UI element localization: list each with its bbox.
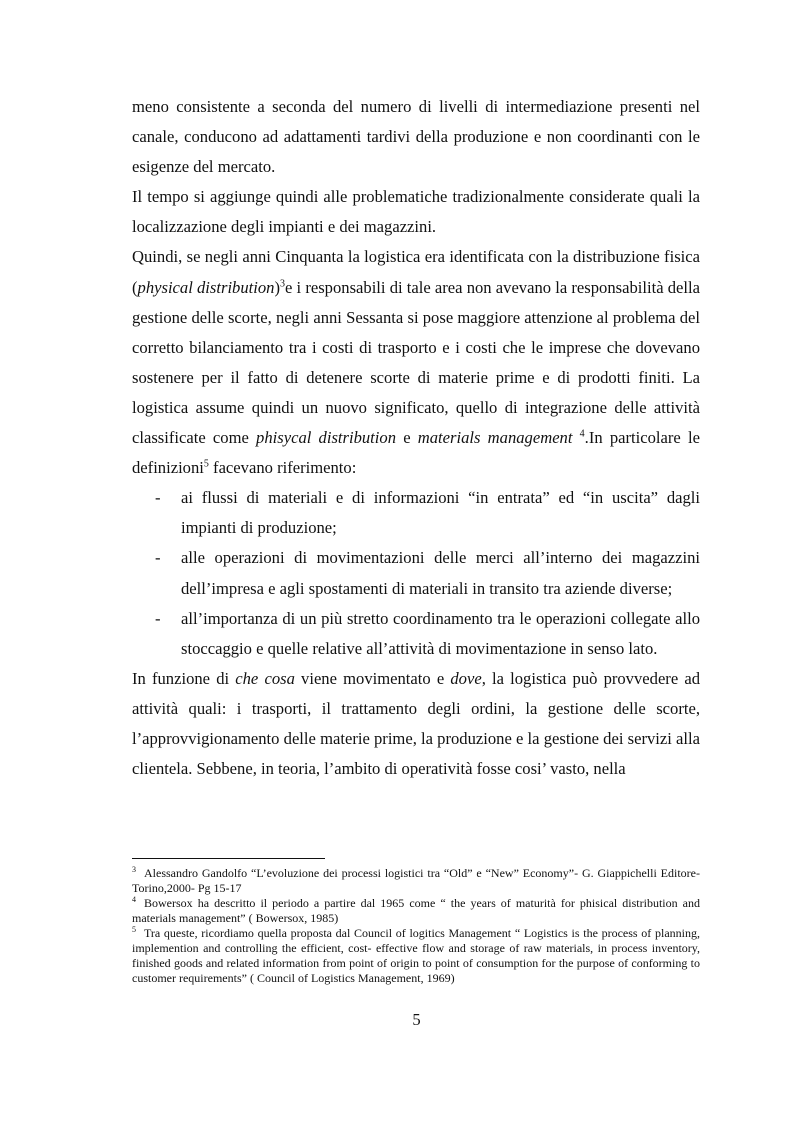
footnote-text: Bowersox ha descritto il periodo a partire dal 1965 come “ the years of maturità for phisical distribution and materials management” ( Bowersox, 1985) [132, 896, 700, 925]
page-number: 5 [412, 1010, 421, 1029]
paragraph-4 [132, 664, 700, 784]
list-marker: - [155, 608, 161, 628]
paragraph-4-text-b: viene movimentato e [294, 668, 451, 688]
definition-list [132, 483, 700, 664]
paragraph-2: Il tempo si aggiunge quindi alle problematiche tradizionalmente considerate quali la localizzazione degli impianti e dei magazzini. [132, 187, 700, 237]
footnote [132, 896, 700, 926]
term-dove: dove [450, 668, 482, 688]
list-item [132, 604, 700, 664]
paragraph-1: meno consistente a seconda del numero di livelli di intermediazione presenti nel canale, conducono ad adattamenti tardivi della produzione e non coordinanti con le esigenze del mercato. [132, 97, 700, 177]
footnote [132, 926, 700, 986]
paragraph-3-text-e: .In particolare le definizioni [132, 428, 700, 478]
footnote-ref-3: 3 [280, 278, 285, 290]
paragraph-4-text-a: In funzione di [132, 668, 236, 688]
footnote-ref-5: 5 [203, 458, 209, 470]
list-item [132, 543, 700, 603]
term-materials-management: materials management [417, 428, 573, 448]
list-marker: - [155, 548, 161, 568]
footnote-divider [132, 858, 325, 859]
list-item-text: alle operazioni di movimentazioni delle merci all’interno dei magazzini dell’impresa e agli spostamenti di materiali in transito tra aziende diverse; [181, 548, 700, 598]
paragraph-3-text-b: ) [274, 277, 280, 297]
footnote-ref-4: 4 [579, 428, 585, 440]
footnote-text: Tra queste, ricordiamo quella proposta dal Council of logitics Management “ Logistics is the process of planning, implemention and controlling the efficient, cost- effective flow and storage of raw materials, in process inventory, finished goods and related information from point of origin to point of consumption for the purpose of conforming to customer requirements” ( Council of Logistics Management, 1969) [132, 926, 700, 985]
term-physical-distribution: physical distribution [137, 277, 275, 297]
term-che-cosa: che cosa [235, 668, 295, 688]
paragraph-3-text-f: facevano riferimento: [208, 458, 357, 478]
paragraph-4-text-c: , la logistica può provvedere ad attività quali: i trasporti, il trattamento degli ordini, la gestione delle scorte, l’approvvigionamento delle materie prime, la produzione e la gestione dei servizi alla clientela. Sebbene, in teoria, l’ambito di operatività fosse cosi’ vasto, nella [132, 668, 701, 779]
list-item [132, 483, 700, 543]
paragraph-3 [132, 242, 700, 483]
footnote-number: 3 [132, 865, 136, 874]
list-marker: - [155, 488, 161, 508]
list-item-text: ai flussi di materiali e di informazioni “in entrata” ed “in uscita” dagli impianti di produzione; [181, 488, 700, 538]
paragraph-3-text-c: e i responsabili di tale area non avevano la responsabilità della gestione delle scorte, negli anni Sessanta si pose maggiore attenzione al problema del corretto bilanciamento tra i costi di trasporto e i costi che le imprese che dovevano sostenere per il fatto di detenere scorte di materie prime e di prodotti finiti. La logistica assume quindi un nuovo significato, quello di integrazione delle attività classificate come [132, 277, 700, 448]
paragraph-3-text-a: Quindi, se negli anni Cinquanta la logistica era identificata con la distribuzione fisica ( [132, 247, 700, 297]
footnote [132, 866, 700, 896]
footnotes [132, 866, 700, 986]
footnote-number: 4 [132, 895, 136, 904]
paragraph-3-text-d: e [396, 428, 418, 448]
term-phisycal-distribution: phisycal distribution [256, 428, 396, 448]
body-text [132, 92, 700, 784]
footnote-text: Alessandro Gandolfo “L’evoluzione dei processi logistici tra “Old” e “New” Economy”- G. Giappichelli Editore-Torino,2000- Pg 15-17 [132, 866, 700, 895]
list-item-text: all’importanza di un più stretto coordinamento tra le operazioni collegate allo stoccaggio e quelle relative all’attività di movimentazione in senso lato. [181, 608, 700, 658]
footnote-number: 5 [132, 925, 136, 934]
